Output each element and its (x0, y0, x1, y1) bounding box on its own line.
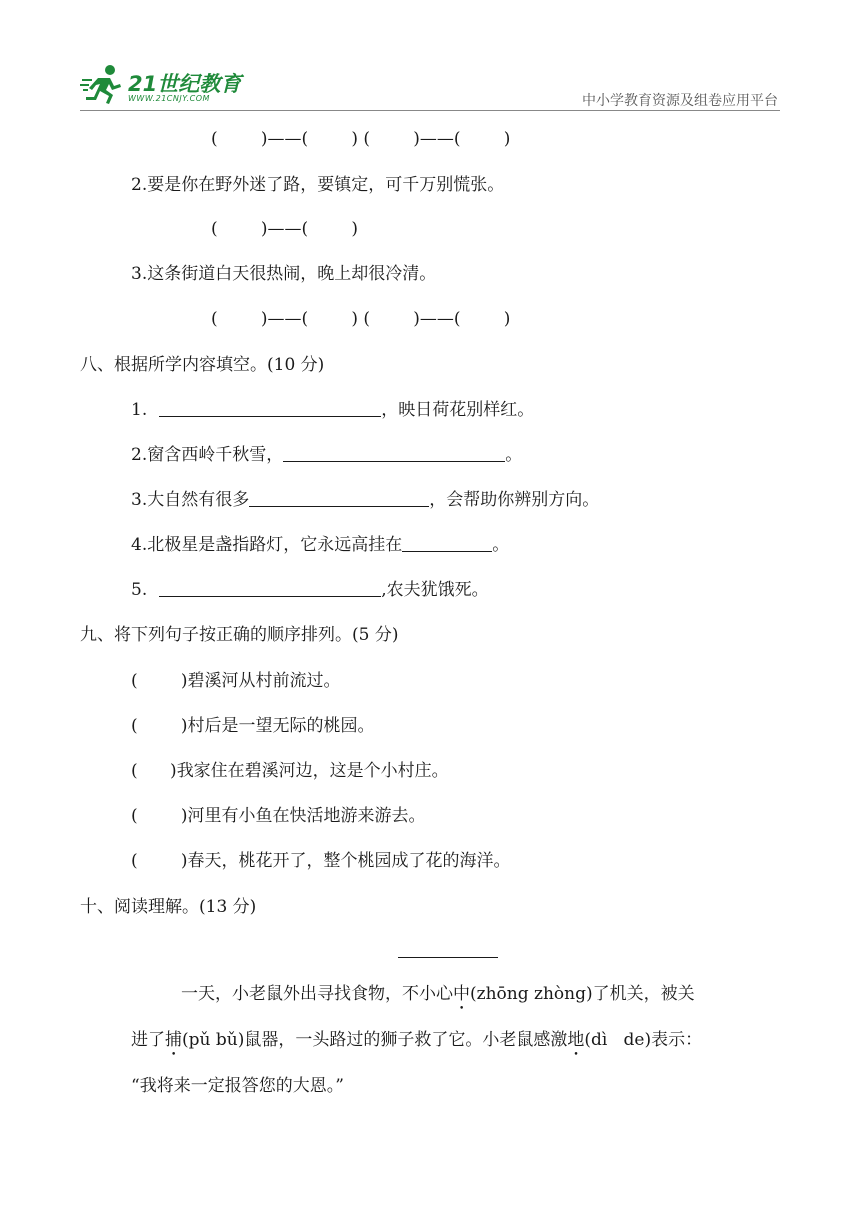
passage-line-2 (131, 1029, 702, 1060)
question-number: 5. (131, 580, 148, 600)
question-text: 2.窗含西岭千秋雪， (131, 445, 284, 465)
question-7-3: 3.这条街道白天很热闹，晚上却很冷清。 (131, 264, 437, 284)
logo-url: WWW.21CNJY.COM (128, 94, 210, 103)
question-7-2: 2.要是你在野外迷了路，要镇定，可千万别慌张。 (131, 175, 505, 195)
section-8-heading: 八、根据所学内容填空。(10 分) (80, 355, 325, 375)
order-item: ( )我家住在碧溪河边，这是个小村庄。 (131, 761, 449, 781)
site-logo (80, 62, 260, 106)
fill-question-1 (131, 399, 534, 421)
order-item: ( )春天，桃花开了，整个桃园成了花的海洋。 (131, 851, 511, 871)
passage-text: (pǔ bǔ)鼠器，一头路过的狮子救了它。小老鼠感激 (182, 1030, 568, 1050)
answer-row-3: ( )——( ) ( )——( ) (211, 309, 511, 329)
order-item: ( )村后是一望无际的桃园。 (131, 716, 375, 736)
order-item: ( )河里有小鱼在快活地游来游去。 (131, 806, 426, 826)
logo-wordmark: 21世纪教育 (128, 72, 242, 96)
passage-text: 一天，小老鼠外出寻找食物，不小心 (181, 984, 453, 1004)
passage-text: 进了 (131, 1030, 165, 1050)
answer-row-1: ( )——( ) ( )——( ) (211, 129, 511, 149)
fill-blank[interactable] (249, 490, 429, 507)
page-header (80, 58, 780, 113)
section-9-heading: 九、将下列句子按正确的顺序排列。(5 分) (80, 625, 399, 645)
order-item: ( )碧溪河从村前流过。 (131, 671, 341, 691)
platform-name: 中小学教育资源及组卷应用平台 (582, 93, 778, 109)
fill-question-4 (131, 534, 509, 556)
fill-question-5 (131, 579, 489, 601)
fill-blank[interactable] (402, 535, 492, 552)
runner-icon (80, 62, 126, 106)
question-text: ，映日荷花别样红。 (381, 400, 535, 420)
fill-question-2 (131, 444, 522, 466)
question-text: 3.大自然有很多 (131, 490, 250, 510)
dotted-character: 中 (453, 984, 470, 1004)
passage-line-3: “我将来一定报答您的大恩。” (131, 1076, 344, 1096)
question-text: 4.北极星是盏指路灯，它永远高挂在 (131, 535, 403, 555)
header-divider (80, 110, 780, 111)
section-10-heading: 十、阅读理解。(13 分) (80, 897, 257, 917)
passage-title-blank[interactable] (398, 957, 498, 958)
fill-blank[interactable] (159, 580, 381, 597)
dotted-character: 地 (567, 1030, 585, 1050)
question-end: 。 (505, 445, 523, 465)
question-number: 1. (131, 400, 148, 420)
question-end: 。 (492, 535, 510, 555)
dotted-character: 捕 (165, 1030, 182, 1050)
question-text: ,农夫犹饿死。 (381, 580, 489, 600)
question-end: ，会帮助你辨别方向。 (429, 490, 600, 510)
passage-line-1 (181, 983, 695, 1014)
fill-blank[interactable] (283, 445, 505, 462)
passage-text: (zhōng zhòng)了机关，被关 (470, 984, 695, 1004)
fill-blank[interactable] (159, 400, 381, 417)
passage-text: (dì de)表示： (584, 1030, 703, 1050)
answer-row-2: ( )——( ) (211, 219, 358, 239)
fill-question-3 (131, 489, 599, 511)
